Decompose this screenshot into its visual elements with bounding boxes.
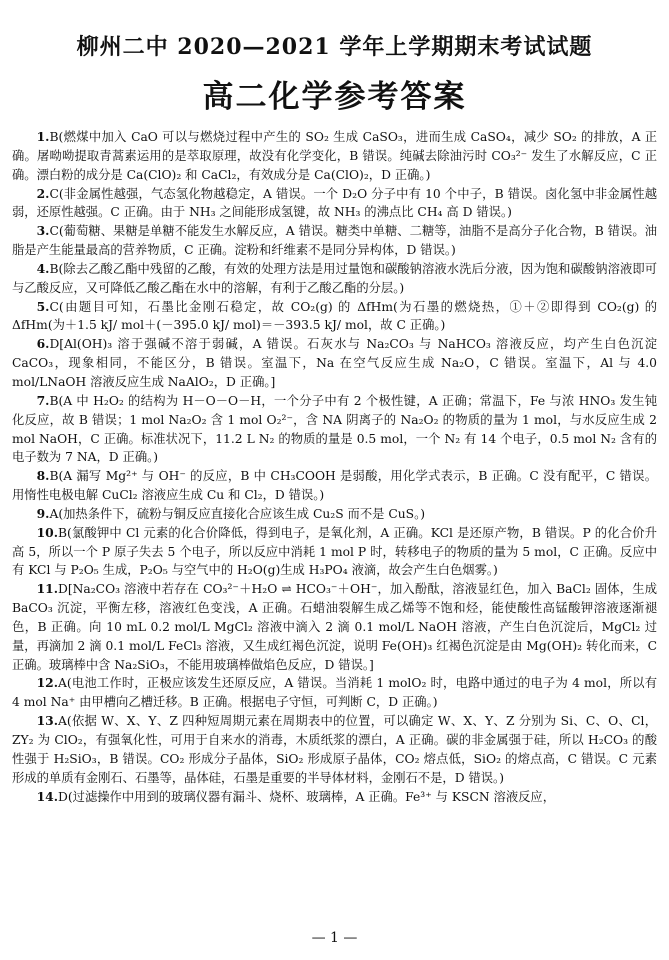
answer-text: D(过滤操作中用到的玻璃仪器有漏斗、烧杯、玻璃棒，A 正确。Fe³⁺ 与 KSCN 溶液反应， [58,789,556,804]
answer-number: 1. [36,129,50,144]
answer-item [12,260,657,298]
answer-number: 6. [36,336,50,352]
answer-item [12,712,657,787]
answer-text: B(燃煤中加入 CaO 可以与燃烧过程中产生的 SO₂ 生成 CaSO₃，进而生成 CaSO₄，减少 SO₂ 的排放，A 正确。屠呦呦提取青蒿素运用的是萃取原理，故没有化学变化，B 错误。纯碱去除油污时 CO₃²⁻ 发生了水解反应，C 正确。漂白粉的成分是 Ca(ClO)₂ 和 CaCl₂，有效成分是 Ca(ClO)₂，D 正确。) [12,130,657,182]
answer-item [12,674,657,712]
answer-text: A(加热条件下，硫粉与铜反应直接化合应该生成 Cu₂S 而不是 CuS。) [49,506,426,521]
answer-text: B(氯酸钾中 Cl 元素的化合价降低，得到电子，是氧化剂，A 正确。KCl 是还原产物，B 错误。P 的化合价升高 5，所以一个 P 原子失去 5 个电子，所以反应中消耗 1 mol P 时，转移电子的物质的量为 5 mol，C 正确。反应中有 KCl 与 P₂O₅ 生成，P₂O₅ 与空气中的 H₂O(g)生成 H₃PO₄ 液滴，故会产生白色烟雾。) [12,525,657,578]
answer-number: 10. [36,524,58,540]
answer-number: 14. [36,788,58,804]
answer-item [12,222,657,260]
exam-title: 柳州二中 2020—2021 学年上学期期末考试试题 [76,34,593,60]
answer-item [12,580,657,674]
answer-list [12,128,657,806]
answer-number: 13. [36,713,58,729]
answer-number: 7. [36,392,50,408]
answer-item [12,128,657,185]
answer-number: 2. [36,185,50,201]
answer-item [12,335,657,392]
answer-number: 3. [36,223,50,239]
answer-number: 9. [36,505,50,521]
answer-number: 12. [36,675,58,691]
answer-number: 8. [36,468,50,484]
answer-item [12,185,657,223]
answer-text: D[Al(OH)₃ 溶于强碱不溶于弱碱，A 错误。石灰水与 Na₂CO₃ 与 NaHCO₃ 溶液反应，均产生白色沉淀 CaCO₃，现象相同，不能区分，B 错误。室温下，Na 在空气反应生成 Na₂O，C 错误。室温下，Al 与 4.0 mol/LNaOH 溶液反应生成 NaAlO₂，D 正确。] [12,337,657,389]
answer-text: D[Na₂CO₃ 溶液中若存在 CO₃²⁻＋H₂O ⇌ HCO₃⁻＋OH⁻，加入酚酞，溶液显红色，加入 BaCl₂ 固体，生成 BaCO₃ 沉淀，平衡左移，溶液红色变浅，A 正确。石蜡油裂解生成乙烯等不饱和烃，能使酸性高锰酸钾溶液逐渐褪色，B 正确。向 10 mL 0.2 mol/L MgCl₂ 溶液中滴入 2 滴 0.1 mol/L NaOH 溶液，产生白色沉淀后，MgCl₂ 过量，再滴加 2 滴 0.1 mol/L FeCl₃ 溶液，又生成红褐色沉淀，说明 Fe(OH)₃ 红褐色沉淀是由 Mg(OH)₂ 转化而来，C 正确。玻璃棒中含 Na₂SiO₃，不能用玻璃棒做焰色反应，D 错误。] [12,582,657,672]
answer-text: C(葡萄糖、果糖是单糖不能发生水解反应，A 错误。糖类中单糖、二糖等，油脂不是高分子化合物，B 错误。油脂是产生能量最高的营养物质，C 正确。淀粉和纤维素不是同分异构体，D 错误。) [12,224,657,258]
answer-item [12,788,657,807]
answer-item [12,524,657,581]
answer-key-title: 高二化学参考答案 [202,79,467,115]
answer-item [12,505,657,524]
answer-text: B(除去乙酸乙酯中残留的乙酸，有效的处理方法是用过量饱和碳酸钠溶液水洗后分液，因为饱和碳酸钠溶液即可与乙酸反应，又可降低乙酸乙酯在水中的溶解，有利于乙酸乙酯的分层。) [12,261,657,295]
answer-text: A(依据 W、X、Y、Z 四种短周期元素在周期表中的位置，可以确定 W、X、Y、Z 分别为 Si、C、O、Cl，ZY₂ 为 ClO₂，有强氧化性，可用于自来水的消毒，木质纸浆的漂白，A 正确。碳的非金属强于硅，所以 H₂CO₃ 的酸性强于 H₂SiO₃，B 错误。CO₂ 形成分子晶体，SiO₂ 形成原子晶体，CO₂ 熔点低，SiO₂ 的熔点高，C 错误。C 元素形成的单质有金刚石、石墨等，晶体硅，石墨是重要的半导体材料，金刚石不是，D 错误。) [12,714,657,785]
answer-number: 5. [36,298,50,314]
page-number: — 1 — [311,930,358,946]
answer-text: C(由题目可知，石墨比金刚石稳定，故 CO₂(g) 的 ΔfHm(为石墨的燃烧热，①＋②即得到 CO₂(g) 的 ΔfHm(为＋1.5 kJ/ mol＋(－395.0 kJ/ mol)＝－393.5 kJ/ mol，故 C 正确。) [12,299,657,333]
answer-text: B(A 漏写 Mg²⁺ 与 OH⁻ 的反应，B 中 CH₃COOH 是弱酸，用化学式表示，B 正确。C 没有配平，C 错误。用惰性电极电解 CuCl₂ 溶液应生成 Cu 和 Cl₂，D 错误。) [12,469,657,503]
answer-text: A(电池工作时，正极应该发生还原反应，A 错误。当消耗 1 molO₂ 时，电路中通过的电子为 4 mol，所以有 4 mol Na⁺ 由甲槽向乙槽迁移。B 正确。根据电子守恒，可判断 C，D 正确。) [12,676,657,710]
answer-number: 4. [36,260,50,276]
answer-text: B(A 中 H₂O₂ 的结构为 H－O－O－H，一个分子中有 2 个极性键，A 正确；常温下，Fe 与浓 HNO₃ 发生钝化反应，故 B 错误；1 mol Na₂O₂ 含 1 mol O₂²⁻，含 NA 阴离子的 Na₂O₂ 的物质的量为 1 mol，与水反应生成 2 mol NaOH，C 正确。标准状况下，11.2 L N₂ 的物质的量是 0.5 mol，一个 N₂ 有 14 个电子，0.5 mol N₂ 含有的电子数为 7 NA，D 正确。) [12,393,657,465]
answer-item [12,298,657,336]
answer-item [12,392,657,467]
answer-text: C(非金属性越强，气态氢化物越稳定，A 错误。一个 D₂O 分子中有 10 个中子，B 错误。卤化氢中非金属性越弱，还原性越强。C 正确。由于 NH₃ 之间能形成氢键，故 NH₃ 的沸点比 CH₄ 高 D 错误。) [12,186,657,220]
answer-number: 11. [36,581,58,597]
answer-item [12,467,657,505]
